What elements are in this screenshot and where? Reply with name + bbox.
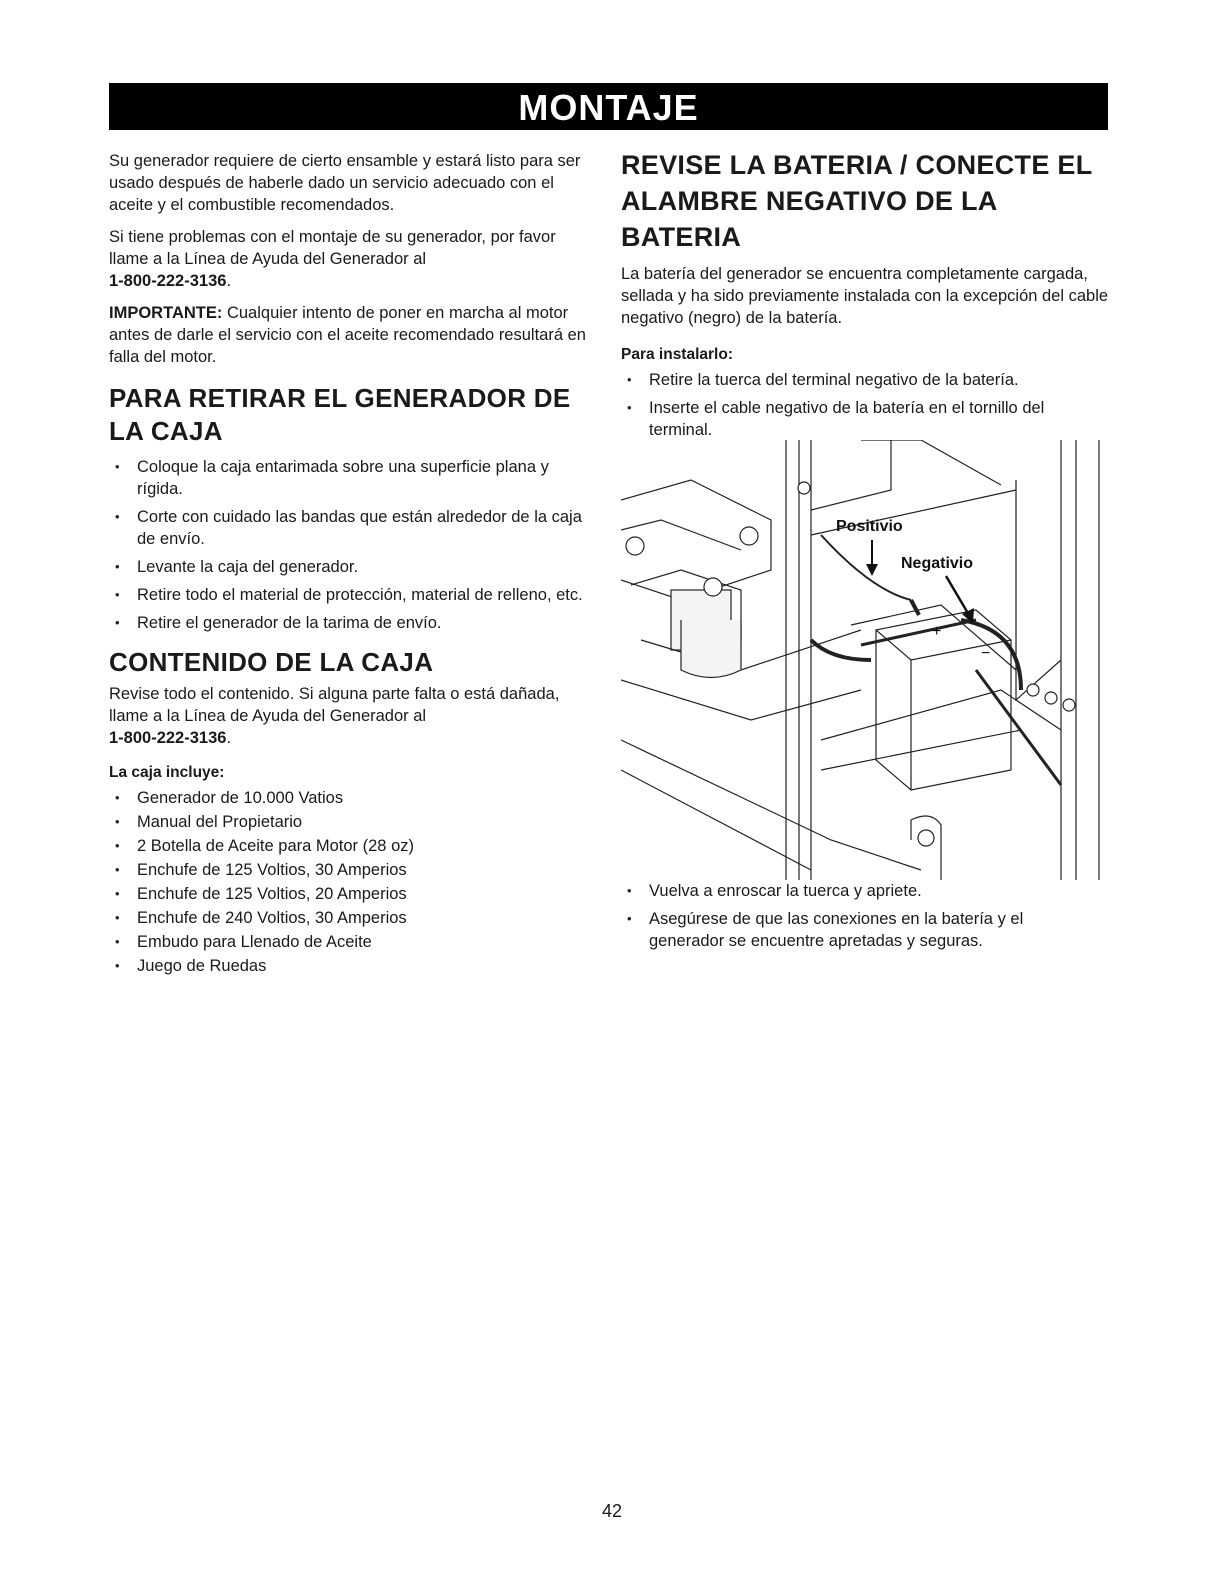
- positive-label: Positivio: [836, 518, 903, 535]
- minus-sign: −: [981, 645, 991, 662]
- box-includes-label: La caja incluye:: [109, 764, 225, 781]
- section-title-remove: PARA RETIRAR EL GENERADOR DE LA CAJA: [109, 383, 571, 446]
- plus-sign: +: [932, 623, 942, 640]
- list-item: • Retire el generador de la tarima de envío.: [109, 612, 589, 634]
- list-item: • Retire la tuerca del terminal negativo de la batería.: [621, 369, 1111, 391]
- contents-phone: 1-800-222-3136: [109, 729, 227, 747]
- remove-steps-list: [109, 456, 589, 634]
- list-item: • Inserte el cable negativo de la batería en el tornillo del terminal.: [621, 397, 1111, 441]
- list-item: • Vuelva a enroscar la tuerca y apriete.: [621, 880, 1101, 902]
- section-banner: MONTAJE: [109, 83, 1108, 130]
- help-text: Si tiene problemas con el montaje de su generador, por favor llame a la Línea de Ayuda del Generador al: [109, 228, 556, 268]
- positive-arrow-icon: [866, 540, 878, 576]
- list-item: • Embudo para Llenado de Aceite: [109, 931, 589, 953]
- battery-diagram-illustration: [621, 440, 1105, 880]
- contents-text: Revise todo el contenido. Si alguna parte falta o está dañada, llame a la Línea de Ayuda del Generador al: [109, 685, 560, 725]
- right-column: [621, 147, 1111, 447]
- install-steps-list: [621, 369, 1111, 441]
- list-item: • Enchufe de 125 Voltios, 20 Amperios: [109, 883, 589, 905]
- important-paragraph: [109, 302, 589, 368]
- list-item: • Generador de 10.000 Vatios: [109, 787, 589, 809]
- right-column-continued: [621, 880, 1101, 958]
- help-phone: 1-800-222-3136: [109, 272, 227, 290]
- list-item: • Levante la caja del generador.: [109, 556, 589, 578]
- list-item: • Manual del Propietario: [109, 811, 589, 833]
- list-item: • Retire todo el material de protección, material de relleno, etc.: [109, 584, 589, 606]
- list-item: • Coloque la caja entarimada sobre una superficie plana y rígida.: [109, 456, 589, 500]
- page-number: 42: [601, 1501, 623, 1521]
- help-period: .: [226, 272, 232, 290]
- intro-paragraph: Su generador requiere de cierto ensamble y estará listo para ser usado después de haberle dado un servicio adecuado con el aceite y el combustible recomendados.: [109, 152, 581, 214]
- contents-period: .: [226, 729, 232, 747]
- final-steps-list: [621, 880, 1101, 952]
- help-paragraph: [109, 226, 589, 292]
- battery-intro: La batería del generador se encuentra completamente cargada, sellada y ha sido previamente instalada con la excepción del cable negativo (negro) de la batería.: [621, 265, 1109, 327]
- list-item: • 2 Botella de Aceite para Motor (28 oz): [109, 835, 589, 857]
- list-item: • Corte con cuidado las bandas que están alrededor de la caja de envío.: [109, 506, 589, 550]
- install-label: Para instalarlo:: [621, 346, 733, 363]
- list-item: • Enchufe de 125 Voltios, 30 Amperios: [109, 859, 589, 881]
- list-item: • Enchufe de 240 Voltios, 30 Amperios: [109, 907, 589, 929]
- section-title-contents: CONTENIDO DE LA CAJA: [109, 647, 434, 677]
- battery-figure: [621, 440, 1105, 880]
- list-item: • Juego de Ruedas: [109, 955, 589, 977]
- contents-paragraph: [109, 683, 589, 749]
- list-item: • Asegúrese de que las conexiones en la batería y el generador se encuentre apretadas y seguras.: [621, 908, 1101, 952]
- important-text: Cualquier intento de poner en marcha al motor antes de darle el servicio con el aceite recomendado resultará en falla del motor.: [109, 304, 586, 366]
- important-label: IMPORTANTE:: [109, 304, 223, 322]
- section-title-battery: REVISE LA BATERIA / CONECTE EL ALAMBRE NEGATIVO DE LA BATERIA: [621, 150, 1093, 252]
- negative-label: Negativio: [901, 555, 974, 572]
- box-contents-list: [109, 787, 589, 977]
- left-column: [109, 150, 589, 979]
